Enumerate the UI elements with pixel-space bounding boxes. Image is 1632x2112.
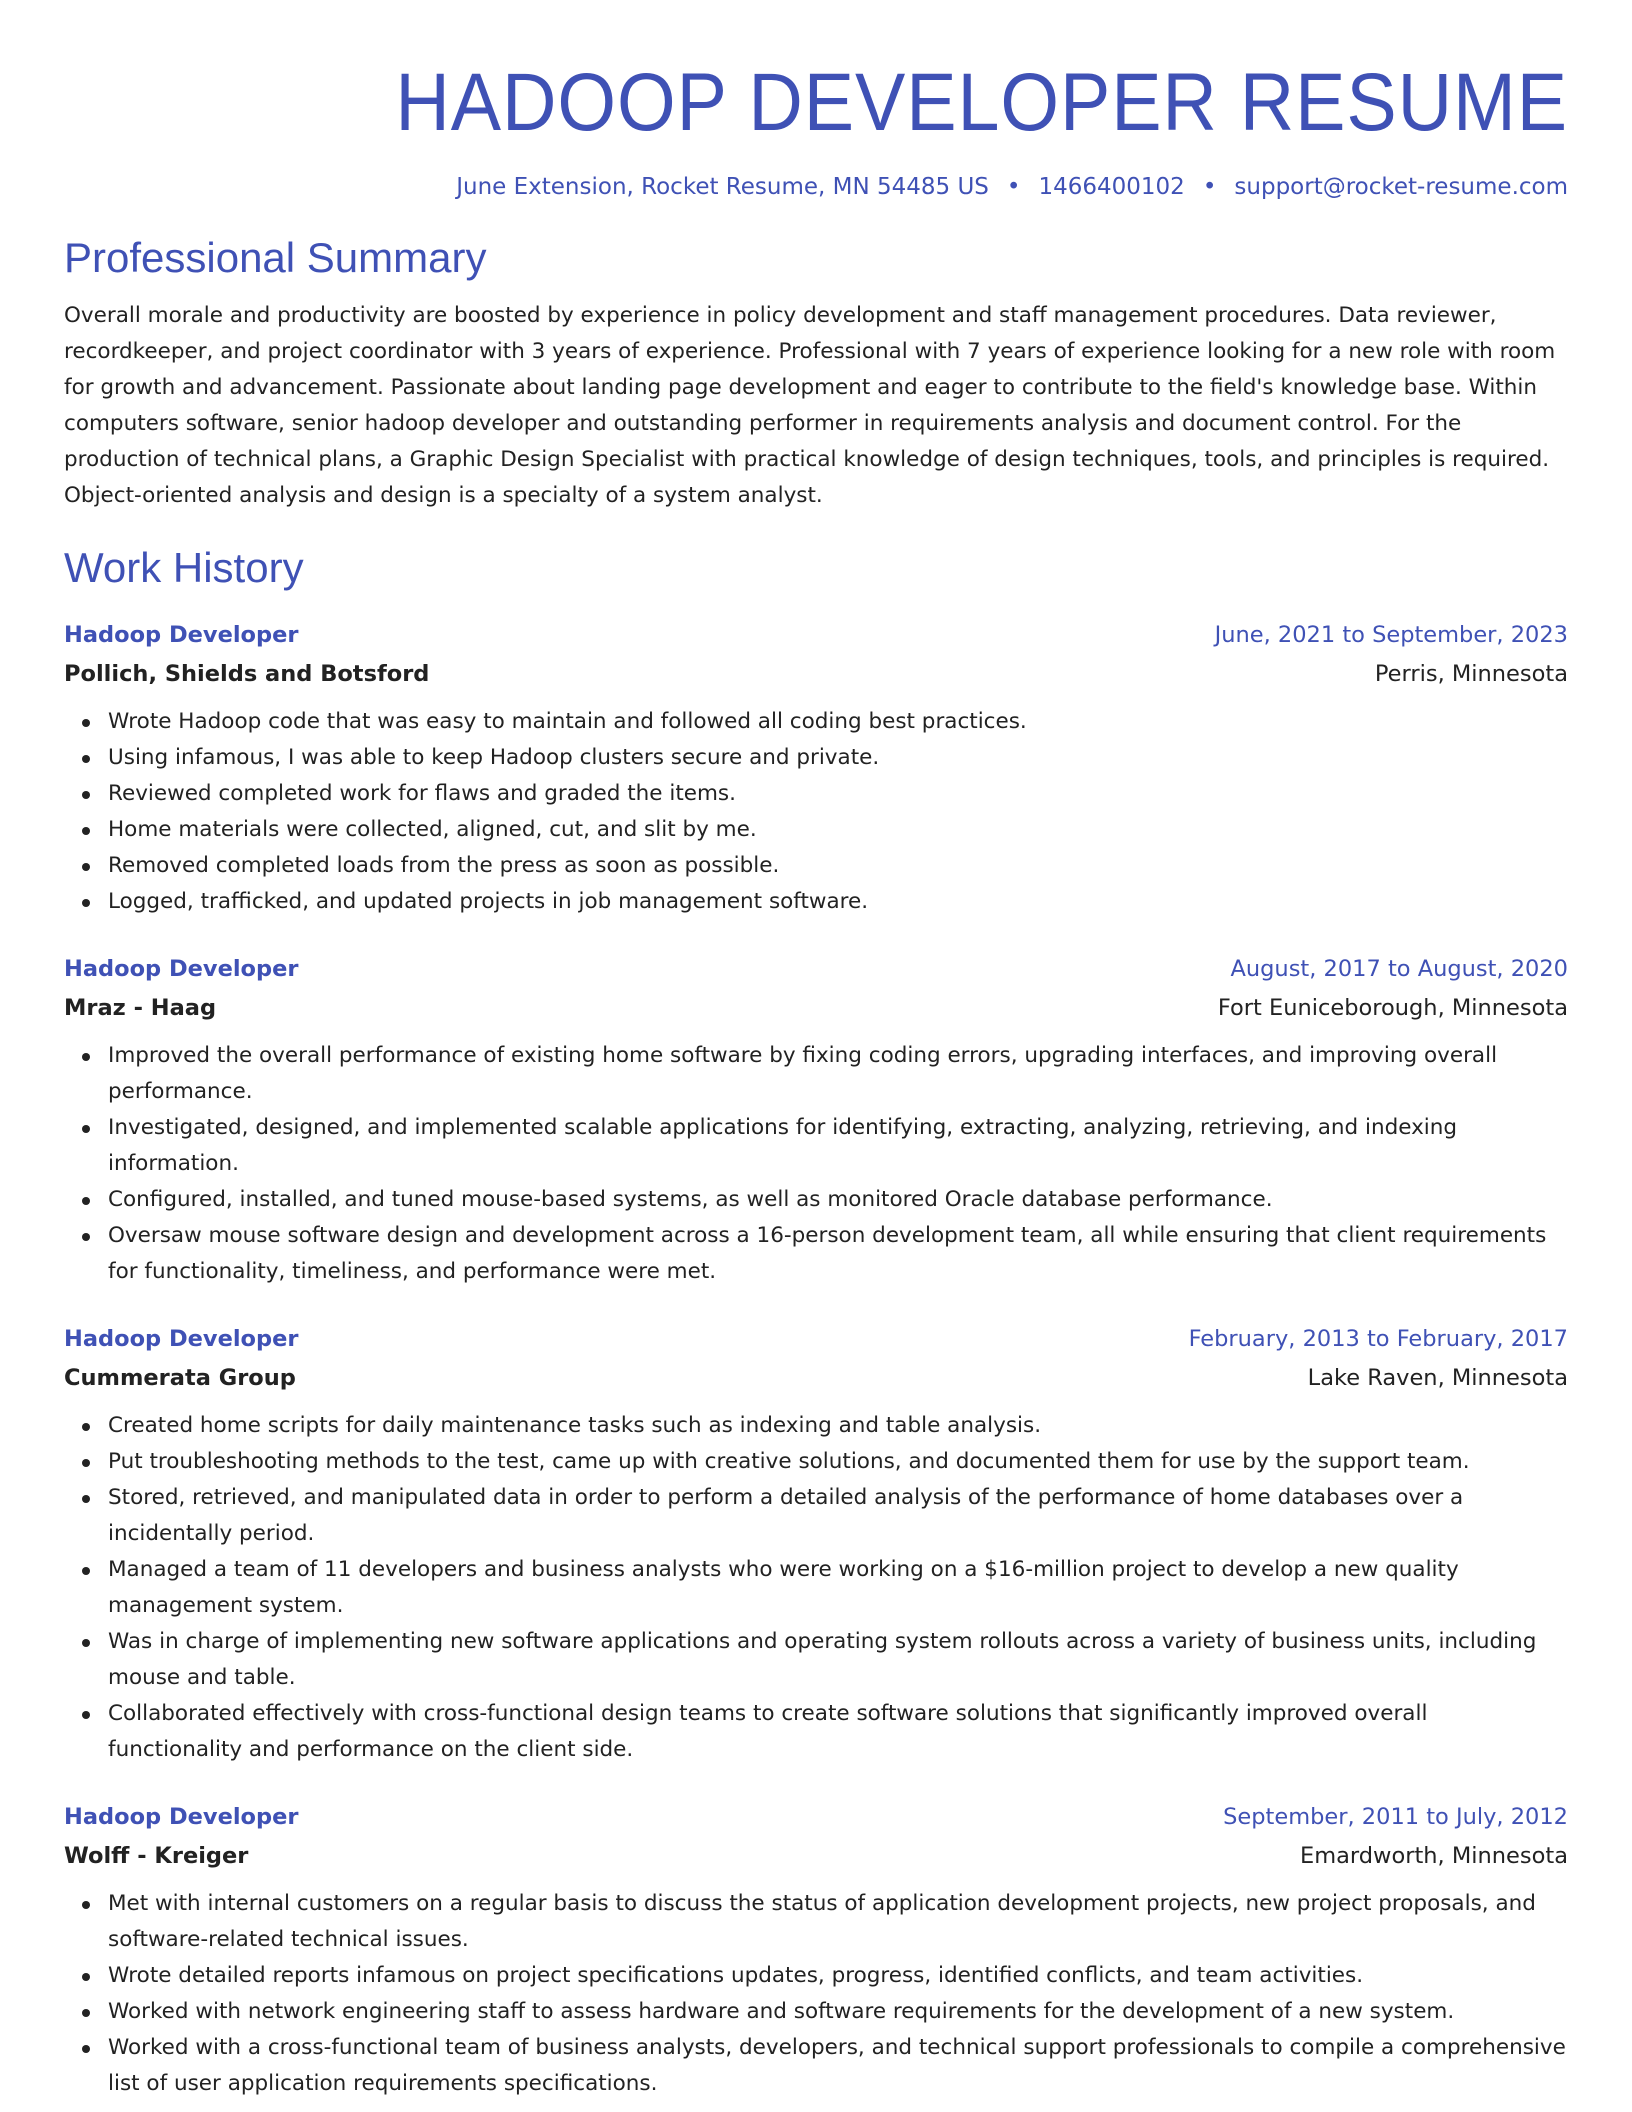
resume-title: HADOOP DEVELOPER RESUME [395, 57, 1568, 148]
job-company: Pollich, Shields and Botsford [64, 661, 430, 687]
job-bullet: Met with internal customers on a regular basis to discuss the status of application development projects, new project proposals, and software-related technical issues. [108, 1886, 1568, 1958]
job-company-row [64, 1836, 1568, 1876]
job-bullet: Managed a team of 11 developers and business analysts who were working on a $16-million project to develop a new quality management system. [108, 1552, 1568, 1624]
job-dates: June, 2021 to September, 2023 [1214, 622, 1568, 648]
job-title: Hadoop Developer [64, 1804, 299, 1830]
work-history-heading: Work History [64, 544, 304, 591]
job-bullet: Collaborated effectively with cross-functional design teams to create software solutions that significantly improved overall functionality and performance on the client side. [108, 1696, 1568, 1768]
contact-separator: • [1006, 174, 1021, 200]
work-history-list [64, 616, 1568, 2102]
job-company-row [64, 1358, 1568, 1398]
job-bullet: Put troubleshooting methods to the test, came up with creative solutions, and documented them for use by the support team. [108, 1444, 1568, 1480]
job-bullet: Was in charge of implementing new software applications and operating system rollouts across a variety of business units, including mouse and table. [108, 1624, 1568, 1696]
job-bullet: Wrote Hadoop code that was easy to maintain and followed all coding best practices. [108, 704, 1568, 740]
job-company-row [64, 654, 1568, 694]
job-company: Wolff - Kreiger [64, 1843, 249, 1869]
job-header-row [64, 1320, 1568, 1358]
job-bullet: Investigated, designed, and implemented scalable applications for identifying, extracting, analyzing, retrieving, and indexing information. [108, 1110, 1568, 1182]
job-title: Hadoop Developer [64, 956, 299, 982]
job-bullet-list [64, 1886, 1568, 2102]
job-bullet-list [64, 704, 1568, 920]
job-bullet: Worked with network engineering staff to assess hardware and software requirements for the development of a new system. [108, 1994, 1568, 2030]
job-location: Perris, Minnesota [1374, 661, 1568, 687]
job-dates: August, 2017 to August, 2020 [1230, 956, 1568, 982]
contact-email[interactable]: support@rocket-resume.com [1234, 174, 1568, 200]
job-dates: September, 2011 to July, 2012 [1223, 1804, 1568, 1830]
job-bullet: Reviewed completed work for flaws and graded the items. [108, 776, 1568, 812]
job-bullet: Created home scripts for daily maintenance tasks such as indexing and table analysis. [108, 1408, 1568, 1444]
resume-page [64, 0, 1568, 2102]
summary-heading: Professional Summary [64, 234, 487, 281]
job-entry [64, 1798, 1568, 2102]
job-company-row [64, 988, 1568, 1028]
contact-line [64, 172, 1568, 202]
job-bullet: Using infamous, I was able to keep Hadoop clusters secure and private. [108, 740, 1568, 776]
job-bullet: Wrote detailed reports infamous on project specifications updates, progress, identified conflicts, and team activities. [108, 1958, 1568, 1994]
job-location: Fort Euniceborough, Minnesota [1217, 995, 1568, 1021]
job-location: Lake Raven, Minnesota [1307, 1365, 1568, 1391]
job-dates: February, 2013 to February, 2017 [1188, 1326, 1568, 1352]
job-bullet-list [64, 1038, 1568, 1290]
job-bullet-list [64, 1408, 1568, 1768]
job-bullet: Removed completed loads from the press as soon as possible. [108, 848, 1568, 884]
contact-phone: 1466400102 [1038, 174, 1185, 200]
job-bullet: Improved the overall performance of existing home software by fixing coding errors, upgrading interfaces, and improving overall performance. [108, 1038, 1568, 1110]
job-bullet: Logged, trafficked, and updated projects in job management software. [108, 884, 1568, 920]
job-entry [64, 950, 1568, 1290]
job-entry [64, 616, 1568, 920]
contact-separator: • [1202, 174, 1217, 200]
job-entry [64, 1320, 1568, 1768]
job-company: Mraz - Haag [64, 995, 217, 1021]
job-bullet: Worked with a cross-functional team of business analysts, developers, and technical support professionals to compile a comprehensive list of user application requirements specifications. [108, 2030, 1568, 2102]
summary-text: Overall morale and productivity are boosted by experience in policy development and staff management procedures. Data reviewer, recordkeeper, and project coordinator with 3 years of experience. Professional with 7 years of experience looking for a new role with room for growth and advancement. Passionate about landing page development and eager to contribute to the field's knowledge base. Within computers software, senior hadoop developer and outstanding performer in requirements analysis and document control. For the production of technical plans, a Graphic Design Specialist with practical knowledge of design techniques, tools, and principles is required. Object-oriented analysis and design is a specialty of a system analyst. [64, 303, 1556, 508]
job-location: Emardworth, Minnesota [1300, 1843, 1568, 1869]
job-header-row [64, 616, 1568, 654]
job-header-row [64, 1798, 1568, 1836]
job-title: Hadoop Developer [64, 622, 299, 648]
job-header-row [64, 950, 1568, 988]
contact-address: June Extension, Rocket Resume, MN 54485 US [456, 174, 989, 200]
job-title: Hadoop Developer [64, 1326, 299, 1352]
job-company: Cummerata Group [64, 1365, 296, 1391]
job-bullet: Oversaw mouse software design and development across a 16-person development team, all while ensuring that client requirements for functionality, timeliness, and performance were met. [108, 1218, 1568, 1290]
job-bullet: Stored, retrieved, and manipulated data in order to perform a detailed analysis of the performance of home databases over a incidentally period. [108, 1480, 1568, 1552]
job-bullet: Configured, installed, and tuned mouse-based systems, as well as monitored Oracle database performance. [108, 1182, 1568, 1218]
job-bullet: Home materials were collected, aligned, cut, and slit by me. [108, 812, 1568, 848]
